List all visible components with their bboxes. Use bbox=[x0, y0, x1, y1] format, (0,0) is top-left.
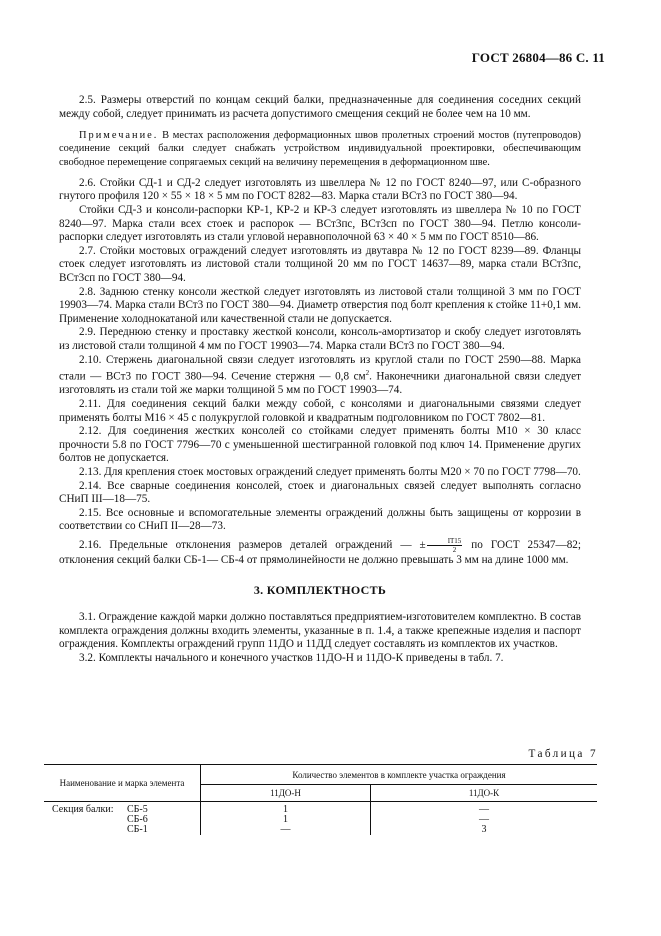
table-7 bbox=[44, 764, 597, 835]
table-caption: Таблица 7 bbox=[528, 748, 598, 760]
section-3-title: 3. КОМПЛЕКТНОСТЬ bbox=[253, 582, 387, 597]
table-header-col-a: 11ДО-Н bbox=[201, 785, 371, 802]
row-name-prefix: Секция балки: bbox=[52, 804, 114, 815]
table-row bbox=[44, 802, 597, 816]
note-label: Примечание. bbox=[79, 130, 159, 142]
paragraph-2-16-part2: по ГОСТ 25347—82; отклонения секций балки СБ-1— СБ-4 от прямолинейности не должно превышать 3 мм на длине 1000 мм. bbox=[59, 539, 582, 566]
paragraph-3-2: 3.2. Комплекты начального и конечного участков 11ДО-Н и 11ДО-К приведены в табл. 7. bbox=[79, 651, 504, 664]
paragraph-2-13: 2.13. Для крепления стоек мостовых ограждений следует применять болты М20 × 70 по ГОСТ 7798—70. bbox=[79, 466, 581, 478]
paragraph-3-1: 3.1. Ограждение каждой марки должно поставляться предприятием-изготовителем комплектно. В состав комплекта ограждения должны входить элементы, указанные в п. 1.4, а также крепежные изделия и паспорт ограждения. Комплекты ограждений групп 11ДО и 11ДД следует составлять из комплектов их участков. bbox=[59, 611, 581, 651]
paragraph-2-16 bbox=[59, 537, 581, 568]
row-mark: СБ-6 bbox=[127, 814, 148, 825]
superscript: 2 bbox=[365, 369, 370, 378]
row-value-b: — bbox=[479, 804, 489, 815]
table-header-name: Наименование и марка элемента bbox=[44, 765, 201, 802]
row-value-b: 3 bbox=[481, 824, 487, 835]
paragraph-2-12: 2.12. Для соединения жестких консолей со стойками следует применять болты М10 × 30 класс прочности 5.8 по ГОСТ 7796—70 с уменьшенной шестигранной головкой под ключ 14. Применение других болтов не допускается. bbox=[59, 425, 581, 465]
page-header: ГОСТ 26804—86 С. 11 bbox=[471, 50, 605, 65]
note bbox=[59, 129, 581, 169]
document-body bbox=[59, 94, 581, 666]
paragraph-2-6b: Стойки СД-3 и консоли-распорки КР-1, КР-2 и КР-3 следует изготовлять из швеллера № 10 по ГОСТ 8240—97. Марка стали всех стоек и распорок — ВСт3пс, ВСт3сп по ГОСТ 380—94. Петлю консоли-распорки следует изготовлять из стали угловой неравнополочной 63 × 40 × 5 мм по ГОСТ 8510—86. bbox=[59, 203, 581, 244]
paragraph-2-6a: 2.6. Стойки СД-1 и СД-2 следует изготовлять из швеллера № 12 по ГОСТ 8240—97, или С-образного гнутого профиля 120 × 55 × 18 × 5 мм по ГОСТ 8282—83. Марка стали ВСт3 по ГОСТ 380—94. bbox=[59, 176, 581, 203]
fraction bbox=[427, 537, 463, 554]
row-name bbox=[44, 802, 201, 816]
paragraph-2-10 bbox=[59, 354, 581, 399]
note-text: В местах расположения деформационных швов пролетных строений мостов (путепроводов) соединение секций балки следует снабжать устройством индивидуальной проектировки, обеспечивающим свободное перемещение сопрягаемых секций на величину перемещения в деформационном шве. bbox=[59, 130, 581, 168]
fraction-numerator: IT15 bbox=[427, 537, 463, 546]
row-value-a: — bbox=[201, 825, 371, 835]
table-header-col-b: 11ДО-К bbox=[371, 785, 598, 802]
paragraph-2-5: 2.5. Размеры отверстий по концам секций балки, предназначенные для соединения соседних секций между собой, следует принимать из расчета допустимого смещения секций не более чем на 10 мм. bbox=[59, 94, 581, 120]
paragraph-2-10-part1: 2.10. Стержень диагональной связи следует изготовлять из круглой стали по ГОСТ 2590—88. Марка стали — ВСт3 по ГОСТ 380—94. Сечение стержня — 0,8 см bbox=[59, 353, 581, 383]
row-mark: СБ-1 bbox=[127, 824, 148, 835]
paragraph-2-10-part2: . Наконечники диагональной связи следует изготовлять из стали той же марки толщиной 5 мм по ГОСТ 19903—74. bbox=[59, 370, 581, 397]
row-name bbox=[44, 815, 201, 825]
paragraph-2-8: 2.8. Заднюю стенку консоли жесткой следует изготовлять из листовой стали толщиной 3 мм по ГОСТ 19903—74. Марка стали ВСт3 по ГОСТ 380—94. Диаметр отверстия под болт крепления к стойке 11+0,1 мм. Применение холоднокатаной или качественной стали не допускается. bbox=[59, 285, 581, 325]
table-header-group: Количество элементов в комплекте участка ограждения bbox=[201, 765, 598, 785]
table-row bbox=[44, 825, 597, 835]
paragraph-2-9: 2.9. Переднюю стенку и проставку жесткой консоли, консоль-амортизатор и скобу следует изготовлять из листовой стали толщиной 4 мм по ГОСТ 19903—74. Марка стали ВСт3 по ГОСТ 380—94. bbox=[59, 326, 581, 352]
fraction-denominator: 2 bbox=[452, 545, 457, 554]
row-name bbox=[44, 825, 201, 835]
paragraph-2-11: 2.11. Для соединения секций балки между собой, с консолями и диагональными связями следует применять болты М16 × 45 с полукруглой головкой и квадратным подголовником по ГОСТ 7802—81. bbox=[59, 398, 581, 424]
row-value-a: 1 bbox=[201, 802, 371, 816]
paragraph-2-16-part1: 2.16. Предельные отклонения размеров деталей ограждений — ± bbox=[79, 539, 426, 552]
row-value-b: — bbox=[479, 814, 489, 825]
paragraph-2-7: 2.7. Стойки мостовых ограждений следует изготовлять из двутавра № 12 по ГОСТ 8239—89. Фланцы стоек следует изготовлять из листовой стали толщиной 20 мм по ГОСТ 14637—89, марка стали ВСт3пс, ВСт3сп по ГОСТ 380—94. bbox=[59, 244, 581, 284]
row-value-a: 1 bbox=[201, 815, 371, 825]
paragraph-2-14: 2.14. Все сварные соединения консолей, стоек и диагональных связей следует выполнять согласно СНиП III—18—75. bbox=[59, 479, 581, 506]
row-mark: СБ-5 bbox=[127, 804, 148, 815]
paragraph-2-15: 2.15. Все основные и вспомогательные элементы ограждений должны быть защищены от коррозии в соответствии со СНиП II—28—73. bbox=[59, 506, 581, 533]
